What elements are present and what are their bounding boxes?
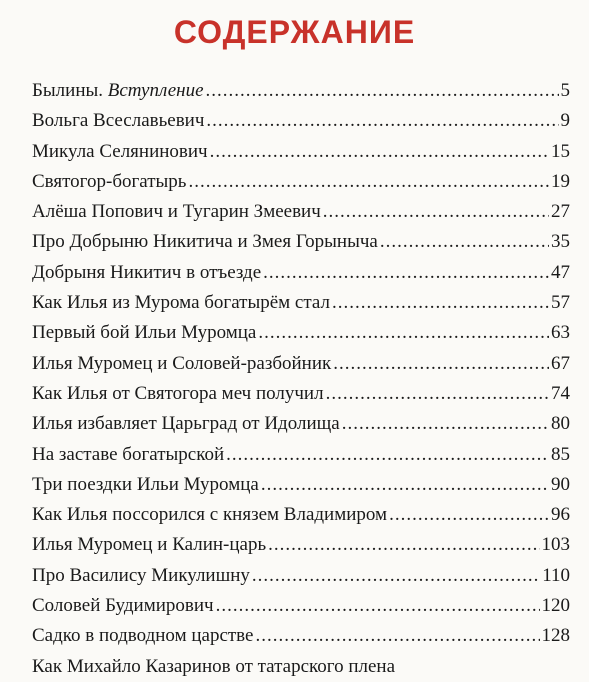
table-of-contents bbox=[32, 76, 570, 682]
toc-entry bbox=[32, 258, 570, 288]
dot-leader bbox=[255, 621, 539, 651]
dot-leader bbox=[261, 470, 549, 500]
page-number: 67 bbox=[551, 352, 570, 374]
entry-title: Как Михайло Казаринов от татарского плена bbox=[32, 655, 396, 677]
page-number: 128 bbox=[541, 625, 570, 647]
toc-entry bbox=[32, 652, 570, 682]
toc-entry bbox=[32, 621, 570, 651]
entry-title: Илья Муромец и Соловей-разбойник bbox=[32, 352, 332, 374]
page-number: 90 bbox=[551, 473, 570, 495]
entry-title: Алёша Попович и Тугарин Змеевич bbox=[32, 201, 321, 223]
entry-title: Как Илья поссорился с князем Владимиром bbox=[32, 504, 388, 526]
entry-title: Соловей Будимирович bbox=[32, 595, 214, 617]
toc-entry bbox=[32, 409, 570, 439]
toc-entry bbox=[32, 500, 570, 530]
dot-leader bbox=[188, 167, 549, 197]
dot-leader bbox=[333, 349, 549, 379]
dot-leader bbox=[206, 76, 559, 106]
entry-title: Микула Селянинович bbox=[32, 140, 208, 162]
dot-leader bbox=[380, 227, 549, 257]
toc-entry bbox=[32, 288, 570, 318]
entry-title: Илья Муромец и Калин-царь bbox=[32, 534, 267, 556]
dot-leader bbox=[216, 591, 540, 621]
page-number: 80 bbox=[551, 413, 570, 435]
page-number: 27 bbox=[551, 201, 570, 223]
entry-title: Три поездки Ильи Муромца bbox=[32, 473, 259, 495]
entry-title: Про Добрыню Никитича и Змея Горыныча bbox=[32, 231, 378, 253]
dot-leader bbox=[263, 258, 549, 288]
toc-entry bbox=[32, 561, 570, 591]
dot-leader bbox=[326, 379, 549, 409]
entry-title: Добрыня Никитич в отъезде bbox=[32, 261, 262, 283]
entry-title: Святогор-богатырь bbox=[32, 170, 187, 192]
page-number: 15 bbox=[551, 140, 570, 162]
page-number: 120 bbox=[541, 595, 570, 617]
toc-entry bbox=[32, 379, 570, 409]
dot-leader bbox=[342, 409, 549, 439]
page-number: 85 bbox=[551, 443, 570, 465]
toc-entry bbox=[32, 318, 570, 348]
entry-title: Первый бой Ильи Муромца bbox=[32, 322, 257, 344]
dot-leader bbox=[210, 137, 549, 167]
page-number: 19 bbox=[551, 170, 570, 192]
dot-leader bbox=[252, 561, 540, 591]
dot-leader bbox=[258, 318, 549, 348]
entry-title: Былины. Вступление bbox=[32, 80, 204, 101]
dot-leader bbox=[323, 197, 549, 227]
page-number: 96 bbox=[551, 504, 570, 526]
entry-title: Илья избавляет Царьград от Идолища bbox=[32, 413, 340, 435]
toc-entry bbox=[32, 530, 570, 560]
dot-leader bbox=[389, 500, 549, 530]
page-number: 103 bbox=[541, 534, 570, 556]
dot-leader bbox=[226, 440, 549, 470]
page-number: 9 bbox=[560, 110, 570, 132]
page-title: СОДЕРЖАНИЕ bbox=[173, 14, 416, 50]
entry-title: На заставе богатырской bbox=[32, 443, 225, 465]
dot-leader bbox=[206, 106, 558, 136]
toc-entry bbox=[32, 106, 570, 136]
entry-title: Про Василису Микулишну bbox=[32, 564, 250, 586]
page-number: 74 bbox=[551, 382, 570, 404]
toc-entry bbox=[32, 197, 570, 227]
page-number: 63 bbox=[551, 322, 570, 344]
toc-entry bbox=[32, 349, 570, 379]
toc-entry bbox=[32, 137, 570, 167]
dot-leader bbox=[332, 288, 549, 318]
entry-title: Вольга Всеславьевич bbox=[32, 110, 205, 132]
toc-entry bbox=[32, 470, 570, 500]
page-number: 57 bbox=[551, 292, 570, 314]
entry-title-italic: Вступление bbox=[107, 80, 204, 101]
dot-leader bbox=[268, 530, 539, 560]
toc-entry bbox=[32, 591, 570, 621]
toc-entry bbox=[32, 227, 570, 257]
page-number: 47 bbox=[551, 261, 570, 283]
page-number: 5 bbox=[560, 80, 570, 101]
toc-entry bbox=[32, 440, 570, 470]
page-number: 110 bbox=[542, 564, 570, 586]
entry-title: Как Илья от Святогора меч получил bbox=[32, 382, 324, 404]
entry-title: Садко в подводном царстве bbox=[32, 625, 254, 647]
toc-entry bbox=[32, 167, 570, 197]
entry-title: Как Илья из Мурома богатырём стал bbox=[32, 292, 330, 314]
toc-entry bbox=[32, 76, 570, 106]
page-number: 35 bbox=[551, 231, 570, 253]
